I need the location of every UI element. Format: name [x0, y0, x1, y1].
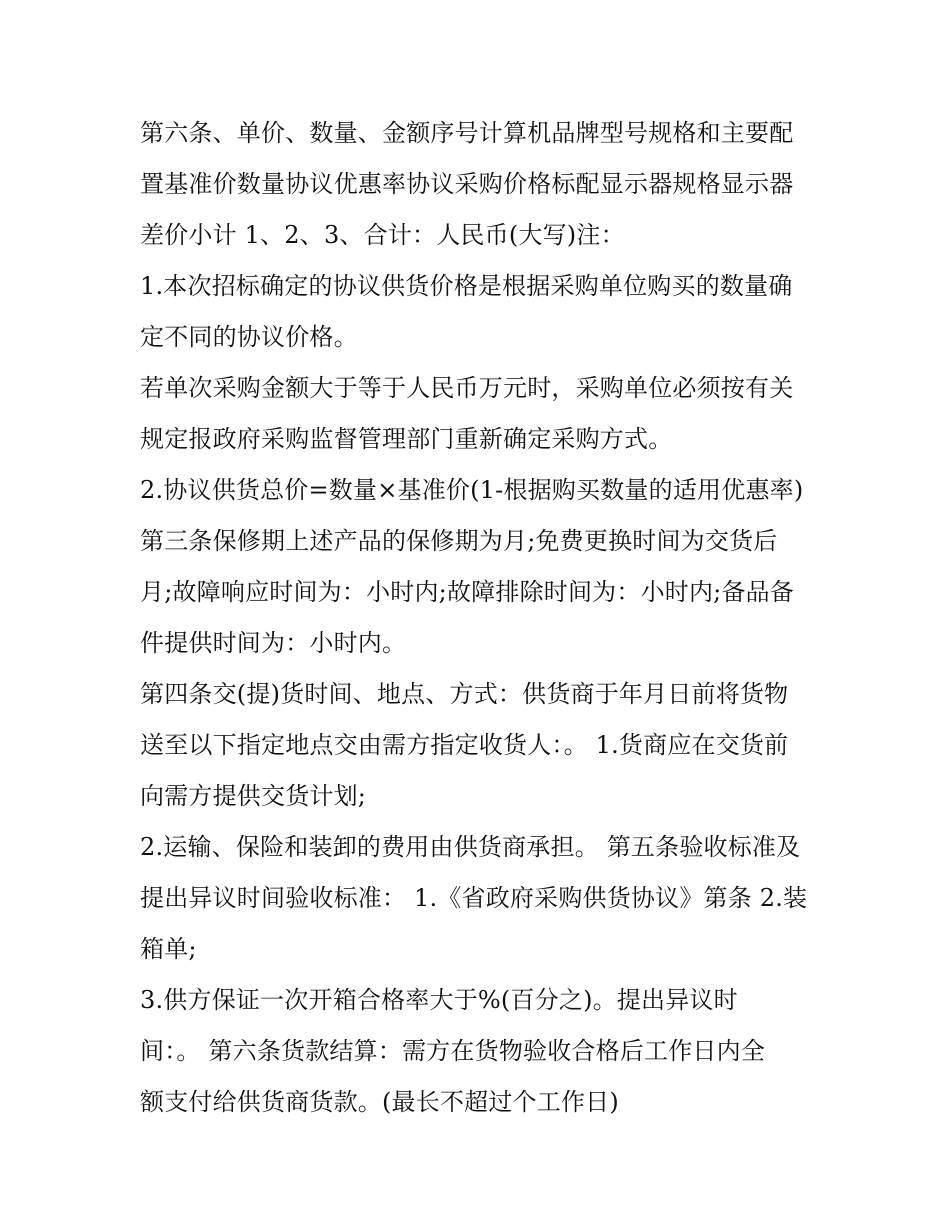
text-line: 第四条交(提)货时间、地点、方式：供货商于年月日前将货物: [140, 680, 789, 708]
text-line: 定不同的协议价格。: [140, 323, 358, 351]
text-line: 送至以下指定地点交由需方指定收货人：。 1.货商应在交货前: [140, 731, 789, 759]
text-line: 置基准价数量协议优惠率协议采购价格标配显示器规格显示器: [140, 170, 794, 198]
text-line: 向需方提供交货计划;: [140, 782, 367, 810]
text-line: 箱单;: [140, 935, 197, 963]
text-line: 差价小计 1、2、3、合计：人民币(大写)注：: [140, 221, 625, 249]
text-line: 第六条、单价、数量、金额序号计算机品牌型号规格和主要配: [140, 119, 794, 147]
text-line: 第三条保修期上述产品的保修期为月;免费更换时间为交货后: [140, 527, 778, 555]
text-line: 2.协议供货总价=数量×基准价(1-根据购买数量的适用优惠率): [140, 476, 804, 504]
text-line: 额支付给供货商货款。(最长不超过个工作日): [140, 1088, 619, 1116]
text-line: 提出异议时间验收标准： 1.《省政府采购供货协议》第条 2.装: [140, 884, 808, 912]
text-line: 3.供方保证一次开箱合格率大于%(百分之)。提出异议时: [140, 986, 738, 1014]
text-line: 月;故障响应时间为：小时内;故障排除时间为：小时内;备品备: [140, 578, 795, 606]
document-body: [140, 108, 820, 1128]
text-line: 间：。 第六条货款结算：需方在货物验收合格后工作日内全: [140, 1037, 766, 1065]
text-line: 若单次采购金额大于等于人民币万元时，采购单位必须按有关: [140, 374, 794, 402]
text-line: 件提供时间为：小时内。: [140, 629, 407, 657]
text-line: 2.运输、保险和装卸的费用由供货商承担。 第五条验收标准及: [140, 833, 801, 861]
text-line: 1.本次招标确定的协议供货价格是根据采购单位购买的数量确: [140, 272, 793, 300]
text-line: 规定报政府采购监督管理部门重新确定采购方式。: [140, 425, 673, 453]
